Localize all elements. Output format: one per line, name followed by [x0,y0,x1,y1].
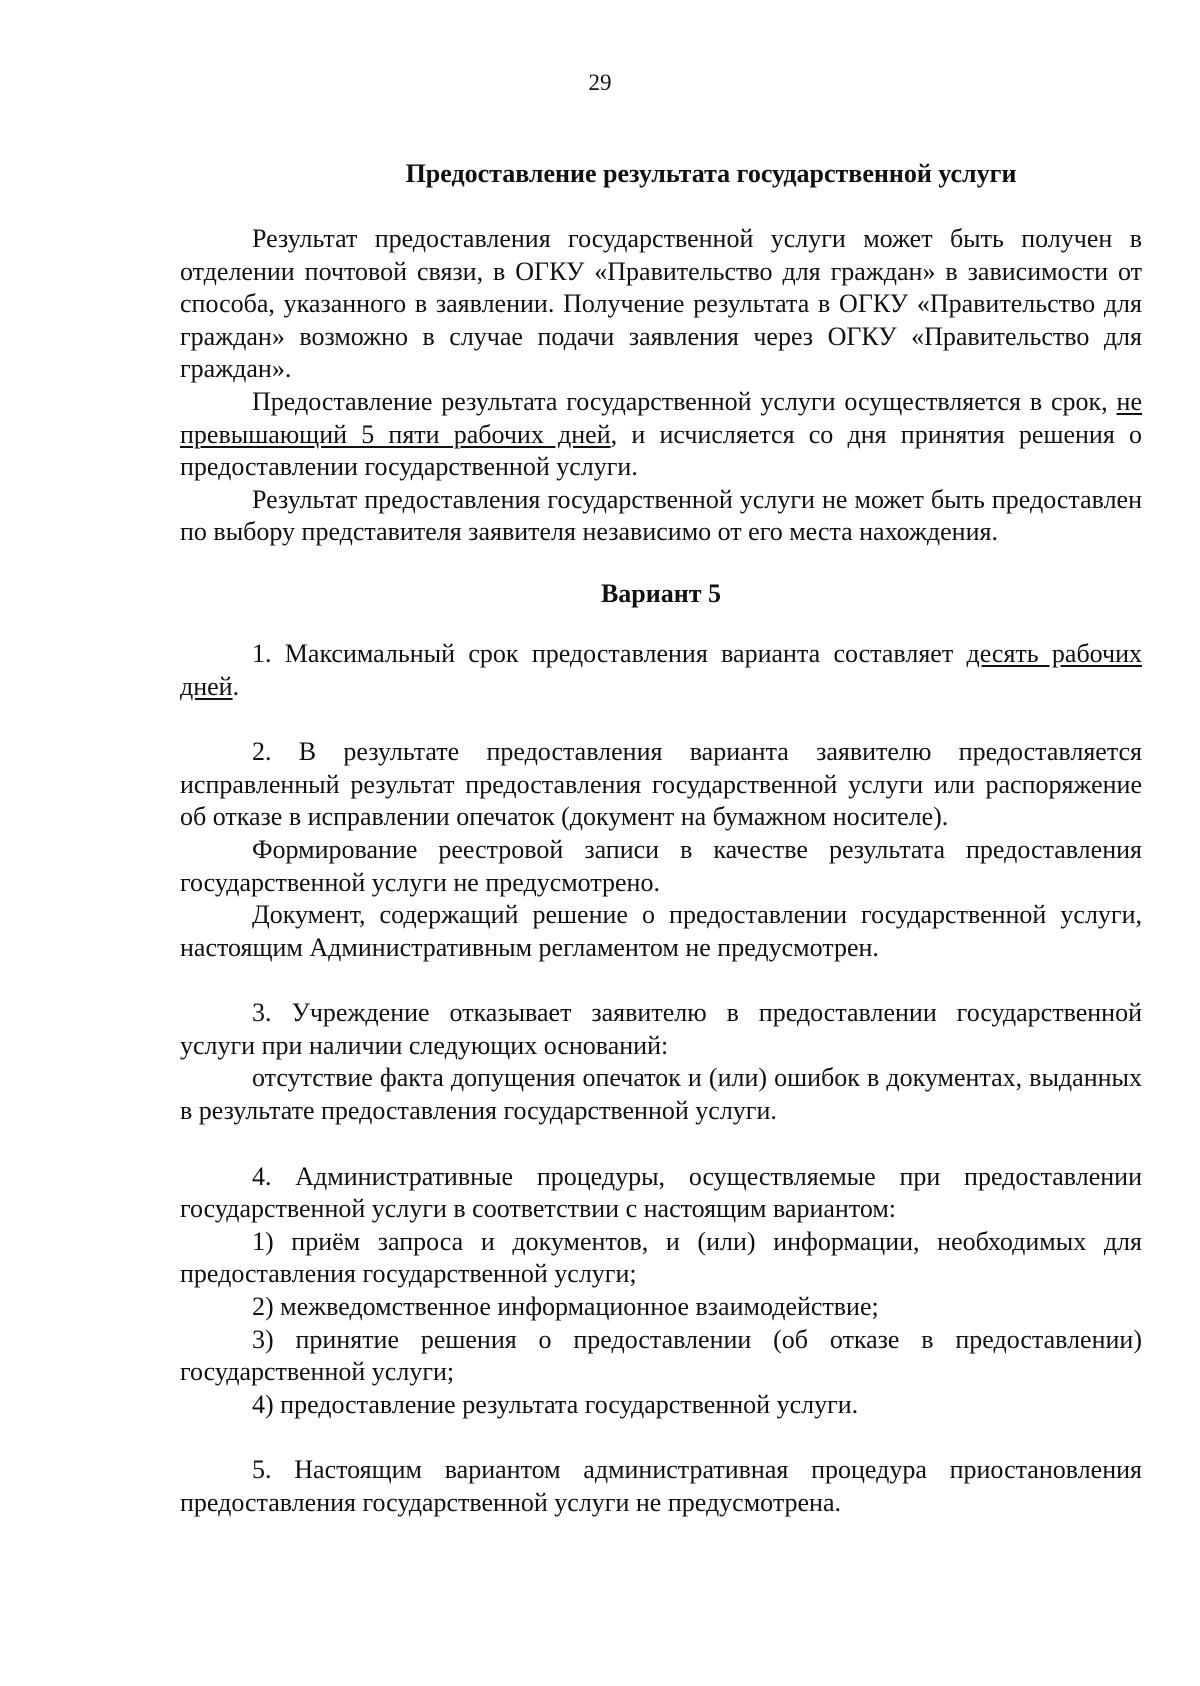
paragraph-result-location: Результат предоставления государственной услуги не может быть предоставлен по выбору представителя заявителя независимо от его места нахождения. [180,484,1142,547]
procedure-list-item: 4) предоставление результата государственной услуги. [252,1389,859,1419]
text-run: , и исчисляется со дня принятия решения о предоставлении государственной услуги. [180,419,1142,482]
item-2-decision-document: Документ, содержащий решение о предоставлении государственной услуги, настоящим Административным регламентом не предусмотрен. [180,900,1142,962]
paragraph-result-receipt: Результат предоставления государственной услуги может быть получен в отделении почтовой связи, в ОГКУ «Правительство для граждан» в зависимости от способа, указанного в заявлении. Получение результата в ОГКУ «Правительство для граждан» возможно в случае подачи заявления через ОГКУ «Правительство для граждан». [180,224,1142,384]
item-4-procedures: 4. Административные процедуры, осуществляемые при предоставлении государственной услуги в соответствии с настоящим вариантом: [180,1161,1142,1224]
underlined-term: десять рабочих дней [180,638,1142,701]
text-run: . [232,671,240,701]
procedure-list-item: 2) межведомственное информационное взаимодействие; [252,1292,879,1322]
section-heading-result: Предоставление результата государственной услуги [405,159,1017,188]
document-body [180,158,1142,1520]
procedure-list-item: 3) принятие решения о предоставлении (об отказе в предоставлении) государственной услуги; [180,1324,1142,1387]
text-run: Предоставление результата государственной услуги осуществляется в срок, [252,386,1117,416]
item-3-refusal-ground: отсутствие факта допущения опечаток и (или) ошибок в документах, выданных в результате предоставления государственной услуги. [180,1063,1142,1126]
item-3-refusal: 3. Учреждение отказывает заявителю в предоставлении государственной услуги при наличии следующих оснований: [180,998,1142,1060]
item-2-registry-record: Формирование реестровой записи в качестве результата предоставления государственной услуги не предусмотрено. [180,834,1142,897]
procedure-list-item: 1) приём запроса и документов, и (или) информации, необходимых для предоставления государственной услуги; [180,1226,1142,1289]
paragraph-result-deadline [180,386,1142,484]
underlined-deadline: не превышающий 5 пяти рабочих дней [180,386,1142,449]
item-5-suspension: 5. Настоящим вариантом административная процедура приостановления предоставления государственной услуги не предусмотрена. [180,1455,1142,1517]
item-1-max-term [180,638,1142,703]
page-number: 29 [588,70,612,95]
item-2-result: 2. В результате предоставления варианта заявителю предоставляется исправленный результат предоставления государственной услуги или распоряжение об отказе в исправлении опечаток (документ на бумажном носителе). [180,737,1142,832]
section-heading-variant: Вариант 5 [600,578,722,608]
text-run: 1. Максимальный срок предоставления варианта составляет [252,638,967,668]
